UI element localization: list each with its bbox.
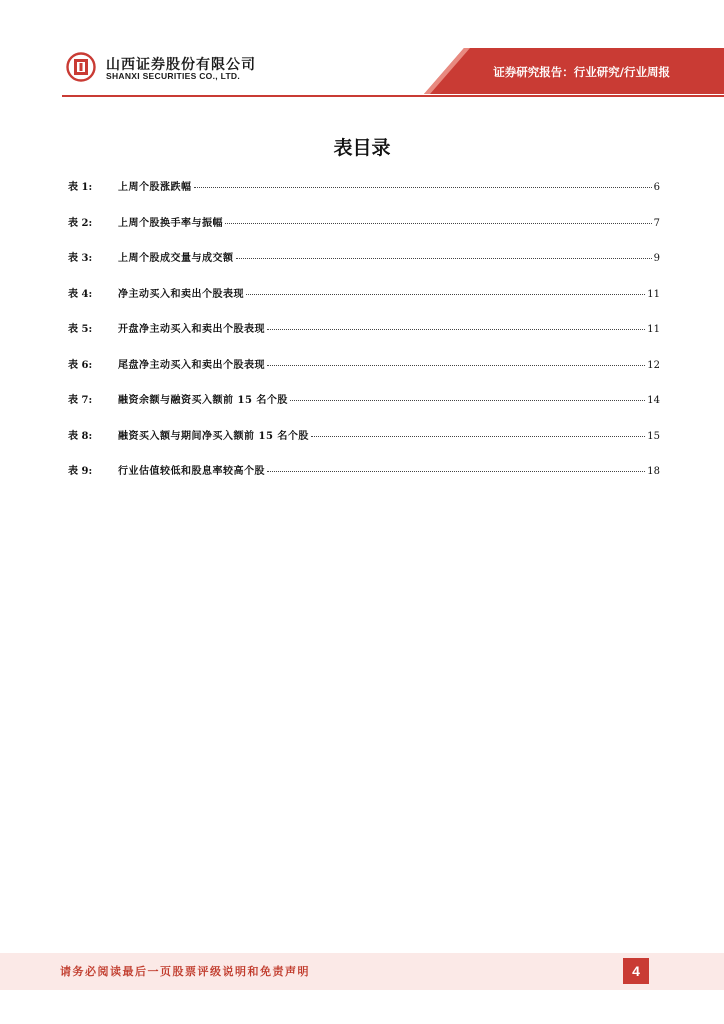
toc-entry-text: 开盘净主动买入和卖出个股表现 [118,324,265,335]
toc-entry-text: 融资余额与融资买入额前 15 名个股 [118,395,288,406]
toc-entry[interactable] [68,462,660,498]
toc-entry-leader [311,436,645,437]
toc-entry-leader [194,187,652,188]
toc-entry-label: 表 2: [68,217,93,229]
toc-entry-text: 上周个股成交量与成交额 [118,253,234,264]
toc-entry[interactable] [68,178,660,214]
toc-entry[interactable] [68,285,660,321]
toc-entry-leader [236,258,652,259]
toc-entry-label: 表 9: [68,466,93,477]
toc-entry-page: 12 [647,359,660,371]
toc-entry-label: 表 4: [68,288,93,300]
footer-disclaimer: 请务必阅读最后一页股票评级说明和免责声明 [60,965,310,978]
toc-entry[interactable] [68,356,660,392]
toc-entry-leader [267,471,645,472]
toc-entry-label: 表 5: [68,324,93,335]
toc-entry-text: 上周个股涨跌幅 [118,182,192,193]
toc-entry[interactable] [68,320,660,356]
toc-entry[interactable] [68,391,660,427]
toc-title: 表目录 [333,137,391,159]
toc-entry-leader [267,329,645,330]
toc-entry-text: 融资买入额与期间净买入额前 15 名个股 [118,430,309,442]
toc-entry-page: 9 [653,253,660,264]
toc-entry-label: 表 7: [68,395,93,406]
toc-entry-text: 上周个股换手率与振幅 [118,217,223,229]
toc-entry-leader [290,400,645,401]
company-name-en: SHANXI SECURITIES CO., LTD. [106,71,241,81]
toc-entry-label: 表 8: [68,430,93,442]
toc-entry-leader [267,365,645,366]
toc-entry-page: 7 [653,217,660,229]
company-name-cn: 山西证券股份有限公司 [106,57,256,73]
toc-entry-label: 表 3: [68,253,93,264]
toc-entry-leader [246,294,645,295]
toc-entry-label: 表 1: [68,182,93,193]
table-of-contents [68,178,660,498]
toc-entry-text: 尾盘净主动买入和卖出个股表现 [118,359,265,371]
toc-entry-page: 6 [653,182,660,193]
page-header [0,0,724,100]
toc-entry-page: 11 [647,324,660,335]
page-number: 4 [623,958,649,984]
toc-entry[interactable] [68,427,660,463]
toc-entry-page: 14 [647,395,660,406]
toc-entry-text: 净主动买入和卖出个股表现 [118,288,244,300]
toc-entry-page: 15 [647,430,660,442]
toc-entry[interactable] [68,214,660,250]
toc-entry-text: 行业估值较低和股息率较高个股 [118,466,265,477]
header-divider [62,95,724,97]
toc-entry-page: 18 [647,466,660,477]
report-type: 证券研究报告：行业研究/行业周报 [493,65,670,79]
shanxi-securities-logo-icon [66,52,96,82]
toc-entry-label: 表 6: [68,359,93,371]
toc-entry-page: 11 [647,288,660,300]
toc-entry[interactable] [68,249,660,285]
toc-entry-leader [225,223,652,224]
